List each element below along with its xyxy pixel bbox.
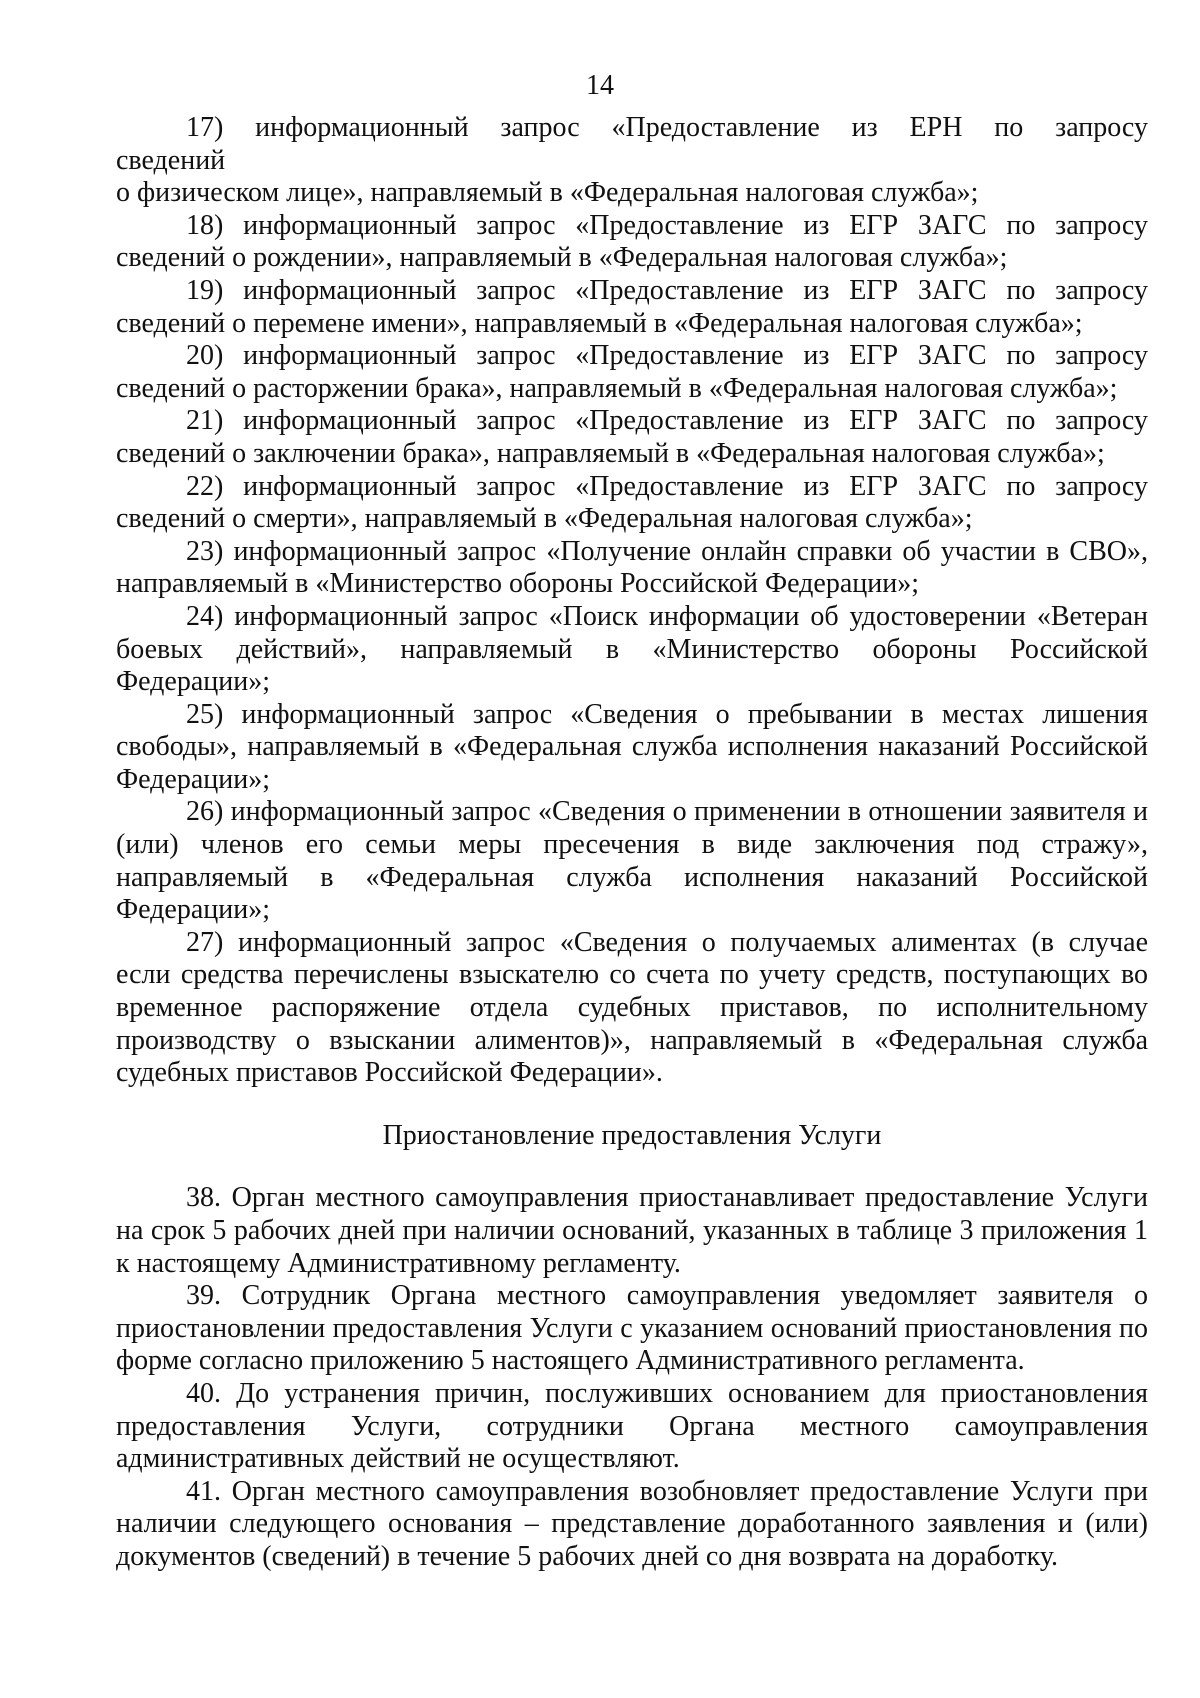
- paragraph-41: 41. Орган местного самоуправления возобновляет предоставление Услуги при наличии следующего основания – представление доработанного заявления и (или) документов (сведений) в течение 5 рабочих дней со дня возврата на доработку.: [116, 1475, 1148, 1572]
- section-heading: Приостановление предоставления Услуги: [382, 1119, 882, 1151]
- list-item-24: 24) информационный запрос «Поиск информации об удостоверении «Ветеран боевых действий», направляемый в «Министерство обороны Российской Федерации»;: [116, 600, 1148, 698]
- paragraph-40: 40. До устранения причин, послуживших основанием для приостановления предоставления Услуги, сотрудники Органа местного самоуправления административных действий не осуществляют.: [116, 1377, 1148, 1475]
- list-item-18: 18) информационный запрос «Предоставление из ЕГР ЗАГС по запросу сведений о рождении», направляемый в «Федеральная налоговая служба»;: [116, 209, 1148, 274]
- list-item-21: 21) информационный запрос «Предоставление из ЕГР ЗАГС по запросу сведений о заключении брака», направляемый в «Федеральная налоговая служба»;: [116, 405, 1148, 469]
- list-item-20: 20) информационный запрос «Предоставление из ЕГР ЗАГС по запросу сведений о расторжении брака», направляемый в «Федеральная налоговая служба»;: [116, 340, 1148, 404]
- list-item-26: 26) информационный запрос «Сведения о применении в отношении заявителя и (или) членов его семьи меры пресечения в виде заключения под стражу», направляемый в «Федеральная служба исполнения наказаний Российской Федерации»;: [116, 796, 1148, 926]
- list-item-17-rest: о физическом лице», направляемый в «Федеральная налоговая служба»;: [116, 177, 979, 209]
- paragraph-38: 38. Орган местного самоуправления приостанавливает предоставление Услуги на срок 5 рабочих дней при наличии оснований, указанных в таблице 3 приложения 1 к настоящему Административному регламенту.: [116, 1182, 1148, 1279]
- paragraph-39: 39. Сотрудник Органа местного самоуправления уведомляет заявителя о приостановлении предоставления Услуги с указанием оснований приостановления по форме согласно приложению 5 настоящего Административного регламента.: [116, 1280, 1148, 1377]
- list-item-19: 19) информационный запрос «Предоставление из ЕГР ЗАГС по запросу сведений о перемене имени», направляемый в «Федеральная налоговая служба»;: [116, 274, 1148, 339]
- list-item-27: 27) информационный запрос «Сведения о получаемых алиментах (в случае если средства перечислены взыскателю со счета по учету средств, поступающих во временное распоряжение отдела судебных приставов, по исполнительному производству о взыскании алиментов)», направляемый в «Федеральная служба судебных приставов Российской Федерации».: [116, 926, 1148, 1089]
- list-item-17-line-1: 17) информационный запрос «Предоставление из ЕРН по запросу: [186, 112, 1148, 143]
- page-number: 14: [586, 70, 614, 101]
- list-item-22: 22) информационный запрос «Предоставление из ЕГР ЗАГС по запросу сведений о смерти», направляемый в «Федеральная налоговая служба»;: [116, 470, 1148, 535]
- list-item-17-line-2: сведений: [116, 144, 226, 176]
- list-item-23: 23) информационный запрос «Получение онлайн справки об участии в СВО», направляемый в «Министерство обороны Российской Федерации»;: [116, 535, 1148, 600]
- document-body: [116, 112, 1148, 1574]
- list-item-25: 25) информационный запрос «Сведения о пребывании в местах лишения свободы», направляемый в «Федеральная служба исполнения наказаний Российской Федерации»;: [116, 698, 1148, 795]
- list-item-17: [116, 112, 1148, 210]
